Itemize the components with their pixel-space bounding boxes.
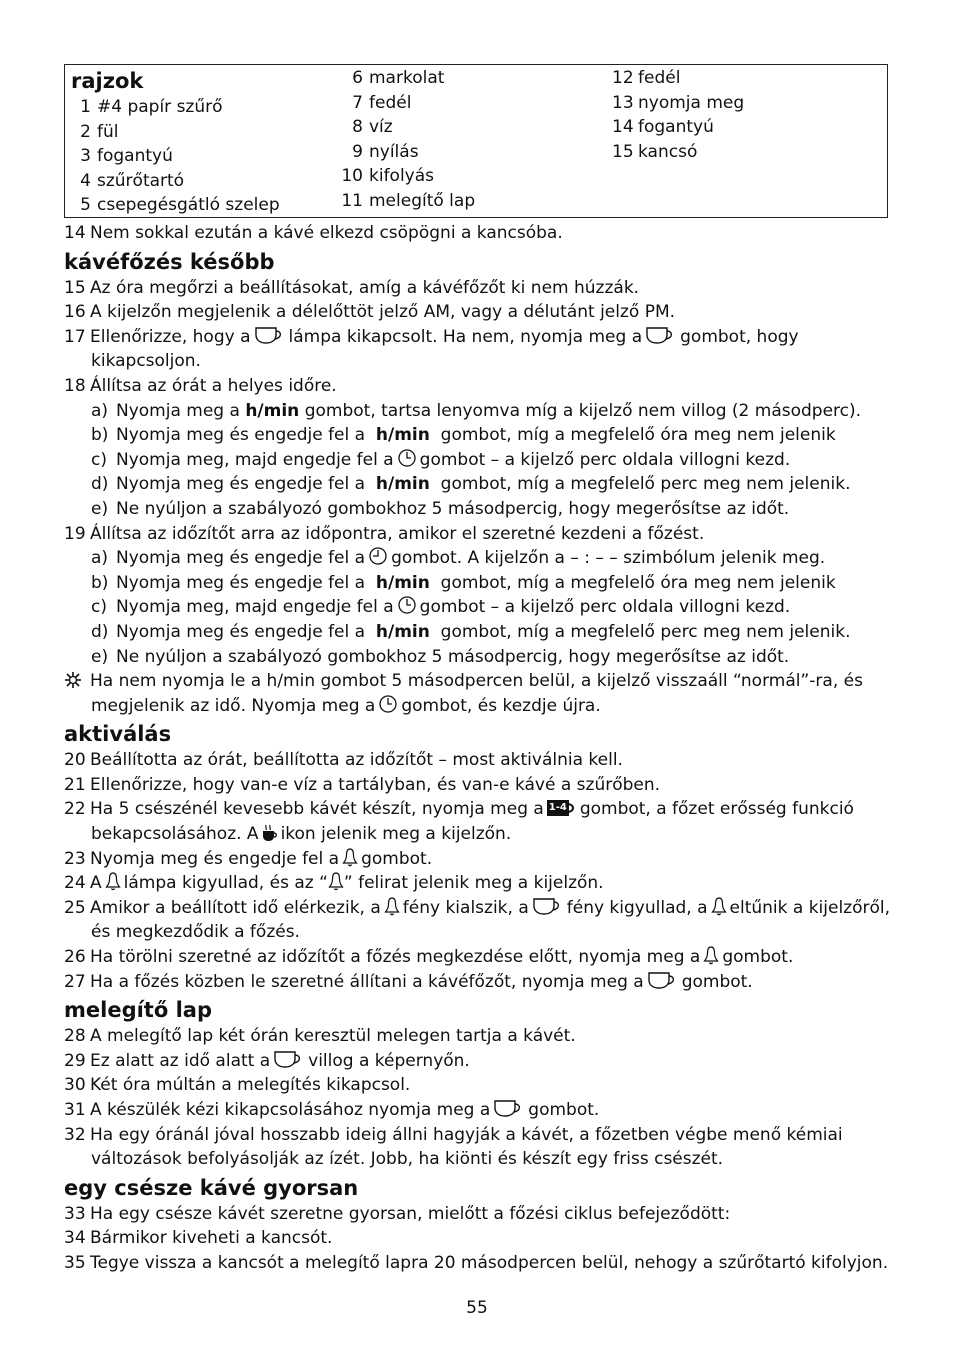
list-item: 4 szűrőtartó — [80, 170, 185, 191]
step-28: 28 A melegítő lap két órán keresztül melegen tartja a kávét. — [64, 1026, 576, 1047]
cup-icon — [647, 970, 679, 990]
step-18c: c) Nyomja meg, majd engedje fel a gombot – a kijelző perc oldala villogni kezd. — [91, 449, 791, 470]
step-15: 15 Az óra megőrzi a beállításokat, amíg a kávéfőzőt ki nem húzzák. — [64, 277, 640, 298]
step-18d: d) Nyomja meg és engedje fel a h/min gombot, míg a megfelelő perc meg nem jelenik. — [91, 474, 851, 495]
list-item: 6 markolat — [352, 68, 445, 88]
step-19c: c) Nyomja meg, majd engedje fel a gombot – a kijelző perc oldala villogni kezd. — [91, 597, 791, 618]
step-20: 20 Beállította az órát, beállította az időzítőt – most aktiválnia kell. — [64, 750, 623, 771]
tip: Ha nem nyomja le a h/min gombot 5 másodpercen belül, a kijelző visszaáll “normál”-ra, és — [64, 669, 894, 694]
parts-column-3 — [612, 66, 744, 164]
step-32-cont: változások befolyásolják az ízét. Jobb, ha kiönti és készít egy friss csészét. — [91, 1149, 724, 1170]
cup-icon — [532, 896, 564, 916]
cup-icon — [645, 325, 677, 345]
clock-icon — [397, 595, 417, 615]
step-35: 35 Tegye vissza a kancsót a melegítő lapra 20 másodpercen belül, nehogy a szűrőtartó kifolyjon. — [64, 1252, 889, 1273]
list-item: 10 kifolyás — [341, 166, 435, 186]
step-17: 17 Ellenőrizze, hogy a lámpa kikapcsolt. Ha nem, nyomja meg a gombot, hogy — [64, 326, 799, 347]
list-item: 14 fogantyú — [612, 117, 714, 137]
list-item: 7 fedél — [352, 92, 412, 113]
parts-box — [64, 64, 888, 218]
list-item: 3 fogantyú — [80, 146, 173, 166]
step-27: 27 Ha a főzés közben le szeretné állítani a kávéfőzőt, nyomja meg a gombot. — [64, 971, 753, 992]
list-item: 13 nyomja meg — [612, 92, 745, 113]
list-item: 11 melegítő lap — [341, 190, 476, 211]
tip-icon — [64, 671, 82, 689]
cup-icon — [254, 325, 286, 345]
step-17-cont: kikapcsoljon. — [91, 351, 201, 372]
tip-cont: megjelenik az idő. Nyomja meg a gombot, és kezdje újra. — [91, 695, 601, 716]
step-25-cont: és megkezdődik a főzés. — [91, 922, 300, 943]
bell-icon — [703, 945, 719, 965]
step-23: 23 Nyomja meg és engedje fel a gombot. — [64, 848, 433, 869]
clock-icon — [397, 448, 417, 468]
instructions — [64, 221, 894, 1276]
step-14: 14 Nem sokkal ezután a kávé elkezd csöpögni a kancsóba. — [64, 223, 563, 243]
step-18a: a) Nyomja meg a h/min gombot, tartsa lenyomva míg a kijelző nem villog (2 másodperc). — [91, 400, 862, 421]
bell-icon — [384, 896, 400, 916]
step-26: 26 Ha törölni szeretné az időzítőt a főzés megkezdése előtt, nyomja meg a gombot. — [64, 947, 794, 968]
step-29: 29 Ez alatt az idő alatt a villog a képernyőn. — [64, 1050, 470, 1071]
step-18e: e) Ne nyúljon a szabályozó gombokhoz 5 másodpercig, hogy megerősítse az időt. — [91, 498, 790, 519]
cup-icon — [273, 1049, 305, 1069]
strength-button-icon: 1-4 — [547, 799, 577, 817]
step-22-cont: bekapcsolásához. A ikon jelenik meg a kijelzőn. — [91, 824, 512, 845]
heading-warming-plate: melegítő lap — [64, 998, 212, 1023]
clock-icon — [378, 694, 398, 714]
step-24: 24 A lámpa kigyullad, és az “ ” felirat jelenik meg a kijelzőn. — [64, 873, 604, 894]
step-19e: e) Ne nyúljon a szabályozó gombokhoz 5 másodpercig, hogy megerősítse az időt. — [91, 646, 790, 667]
step-34: 34 Bármikor kiveheti a kancsót. — [64, 1228, 333, 1249]
step-19: 19 Állítsa az időzítőt arra az időpontra, amikor el szeretné kezdeni a főzést. — [64, 523, 705, 544]
timer-icon — [368, 546, 388, 566]
strong-brew-icon — [262, 824, 278, 842]
bell-icon — [328, 871, 344, 891]
step-18: 18 Állítsa az órát a helyes időre. — [64, 375, 337, 396]
list-item: 15 kancsó — [612, 141, 698, 162]
step-19a: a) Nyomja meg és engedje fel a gombot. A kijelzőn a – : – – szimbólum jelenik meg. — [91, 548, 826, 569]
step-18b: b) Nyomja meg és engedje fel a h/min gombot, míg a megfelelő óra meg nem jelenik — [91, 425, 836, 446]
step-25: 25 Amikor a beállított idő elérkezik, a fény kialszik, a fény kigyullad, a eltűnik a kijelzőről, — [64, 897, 891, 918]
parts-title: rajzok — [71, 69, 144, 93]
heading-quick-cup: egy csésze kávé gyorsan — [64, 1175, 359, 1200]
step-19b: b) Nyomja meg és engedje fel a h/min gombot, míg a megfelelő óra meg nem jelenik — [91, 572, 836, 593]
step-33: 33 Ha egy csésze kávét szeretne gyorsan, mielőtt a főzési ciklus befejeződött: — [64, 1203, 731, 1224]
bell-icon — [342, 847, 358, 867]
step-19d: d) Nyomja meg és engedje fel a h/min gombot, míg a megfelelő perc meg nem jelenik. — [91, 621, 851, 642]
list-item: 2 fül — [80, 121, 119, 142]
step-22: 22 Ha 5 csészénél kevesebb kávét készít, nyomja meg a 1-4 gombot, a főzet erősség funkció — [64, 799, 854, 820]
bell-icon — [711, 896, 727, 916]
bell-icon — [105, 871, 121, 891]
step-16: 16 A kijelzőn megjelenik a délelőttöt jelző AM, vagy a délutánt jelző PM. — [64, 302, 676, 323]
list-item: 5 csepegésgátló szelep — [80, 195, 280, 215]
list-item: 1 #4 papír szűrő — [80, 97, 223, 117]
step-21: 21 Ellenőrizze, hogy van-e víz a tartályban, és van-e kávé a szűrőben. — [64, 774, 661, 795]
parts-column-2 — [341, 66, 475, 213]
heading-delayed-brewing: kávéfőzés később — [64, 249, 275, 274]
step-32: 32 Ha egy óránál jóval hosszabb ideig állni hagyják a kávét, a főzetben végbe menő kémiai — [64, 1124, 843, 1145]
cup-icon — [493, 1098, 525, 1118]
step-30: 30 Két óra múltán a melegítés kikapcsol. — [64, 1075, 411, 1096]
heading-activation: aktiválás — [64, 722, 172, 747]
list-item: 9 nyílás — [352, 141, 419, 162]
parts-column-1 — [71, 67, 280, 218]
step-31: 31 A készülék kézi kikapcsolásához nyomja meg a gombot. — [64, 1100, 600, 1120]
list-item: 12 fedél — [612, 68, 681, 88]
page-number: 55 — [466, 1298, 488, 1318]
list-item: 8 víz — [352, 117, 393, 137]
